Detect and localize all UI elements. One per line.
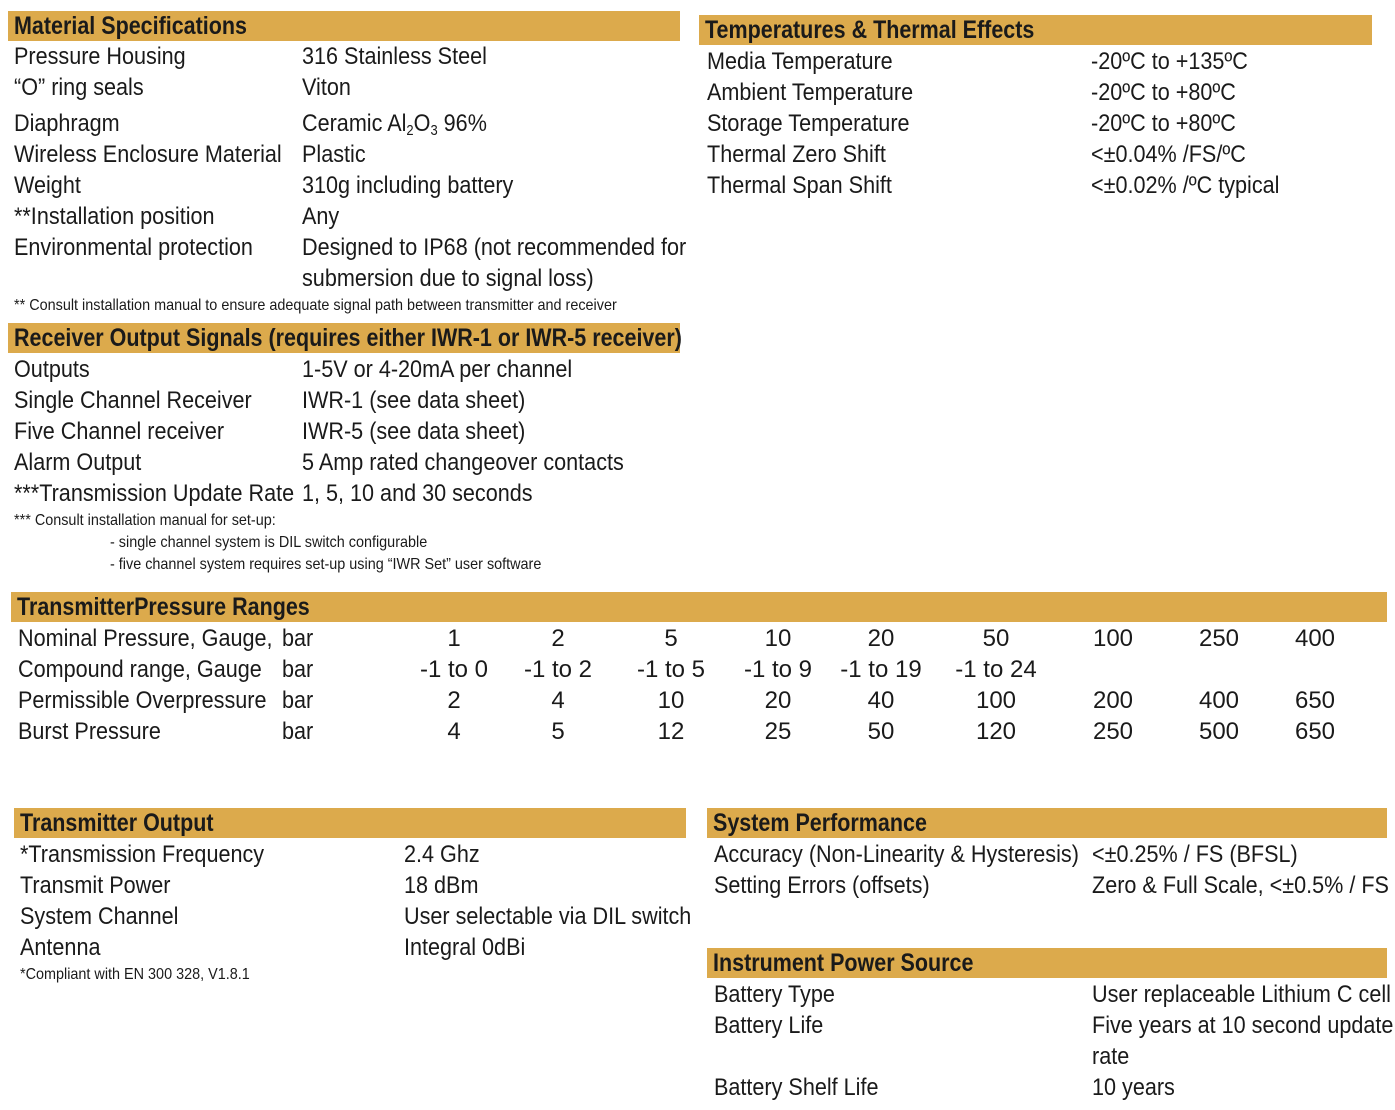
range-cell: 2 (551, 625, 565, 652)
spec-label: Thermal Zero Shift (707, 141, 886, 168)
spec-value: -20ºC to +135ºC (1091, 48, 1248, 75)
range-cell: -1 to 19 (840, 656, 922, 683)
range-cell: 100 (1092, 625, 1134, 652)
spec-label: **Installation position (14, 203, 215, 230)
table-row (714, 839, 1387, 870)
temperatures-section (699, 15, 1372, 201)
table-row (14, 416, 680, 447)
spec-label: Antenna (20, 934, 101, 961)
spec-value: Zero & Full Scale, <±0.5% / FS (1092, 872, 1389, 899)
spec-value: User replaceable Lithium C cell (1092, 981, 1391, 1008)
range-cell: -1 to 5 (636, 656, 706, 683)
table-row (18, 623, 1387, 654)
pressure-ranges-header: TransmitterPressure Ranges (11, 592, 1387, 622)
material-specifications-section (8, 11, 687, 317)
power-source-section (707, 948, 1394, 1103)
range-cell: 400 (1198, 687, 1240, 714)
range-cell: -1 to 2 (523, 656, 593, 683)
table-row (14, 447, 680, 478)
system-performance-section (707, 808, 1387, 901)
range-unit: bar (282, 625, 314, 652)
table-row (707, 77, 1372, 108)
range-cell: 200 (1092, 687, 1134, 714)
receiver-footnote (14, 510, 680, 576)
table-row (14, 201, 680, 232)
spec-label: Environmental protection (14, 234, 253, 261)
spec-label: Battery Type (714, 981, 835, 1008)
table-row (14, 108, 680, 139)
range-unit: bar (282, 718, 314, 745)
table-row (707, 108, 1372, 139)
spec-label: Alarm Output (14, 449, 142, 476)
range-cell: 100 (975, 687, 1017, 714)
range-cell: -1 to 0 (419, 656, 489, 683)
range-cell: 50 (982, 625, 1010, 652)
range-cell: 10 (657, 687, 685, 714)
table-row (707, 139, 1372, 170)
range-cell: 5 (551, 718, 565, 745)
spec-label: Ambient Temperature (707, 79, 914, 106)
range-cell: 500 (1198, 718, 1240, 745)
spec-value: 18 dBm (404, 872, 479, 899)
spec-value: Viton (302, 74, 351, 101)
spec-value: 2.4 Ghz (404, 841, 480, 868)
range-cell: 4 (551, 687, 565, 714)
spec-label: Thermal Span Shift (707, 172, 892, 199)
spec-value: <±0.25% / FS (BFSL) (1092, 841, 1298, 868)
table-row (714, 979, 1391, 1010)
receiver-output-table (14, 354, 680, 509)
spec-value: User selectable via DIL switch (404, 903, 692, 930)
table-row (14, 478, 680, 509)
spec-value: 1, 5, 10 and 30 seconds (302, 480, 533, 507)
spec-label: Single Channel Receiver (14, 387, 252, 414)
table-row (20, 839, 686, 870)
material-specifications-header: Material Specifications (8, 11, 680, 41)
spec-value: IWR-5 (see data sheet) (302, 418, 526, 445)
spec-value: Ceramic $Al_2O_3$ 96% (302, 110, 487, 139)
table-row (18, 685, 1387, 716)
range-cell: 20 (867, 625, 895, 652)
table-row (714, 1010, 1394, 1041)
spec-label: “O” ring seals (14, 74, 144, 101)
range-cell: -1 to 9 (743, 656, 813, 683)
range-cell: 25 (764, 718, 792, 745)
spec-value: Any (302, 203, 340, 230)
spec-label: Pressure Housing (14, 43, 186, 70)
range-cell: 10 (764, 625, 792, 652)
table-row (14, 170, 680, 201)
table-row (14, 232, 687, 263)
spec-value: 1-5V or 4-20mA per channel (302, 356, 573, 383)
table-row (18, 716, 1387, 747)
range-label: Nominal Pressure, Gauge, (18, 625, 273, 652)
spec-value: Plastic (302, 141, 366, 168)
power-source-table (714, 979, 1394, 1103)
spec-value: 10 years (1092, 1074, 1175, 1101)
spec-value-continued: submersion due to signal loss) (302, 265, 594, 292)
installation-footnote: ** Consult installation manual to ensure adequate signal path between transmitter and receiver (14, 297, 617, 314)
table-row-continuation (714, 1041, 1387, 1072)
spec-label: Battery Life (714, 1012, 824, 1039)
spec-label: Setting Errors (offsets) (714, 872, 930, 899)
table-row (14, 72, 680, 103)
spec-label: Battery Shelf Life (714, 1074, 879, 1101)
spec-label: Weight (14, 172, 81, 199)
range-cell: 250 (1198, 625, 1240, 652)
range-cell: 250 (1092, 718, 1134, 745)
spec-value: -20ºC to +80ºC (1091, 79, 1236, 106)
temperatures-header: Temperatures & Thermal Effects (699, 15, 1372, 45)
receiver-note-item: - single channel system is DIL switch configurable (110, 534, 428, 551)
range-cell: 4 (447, 718, 461, 745)
table-row (20, 932, 686, 963)
range-cell: 1 (447, 625, 461, 652)
pressure-ranges-table (18, 623, 1387, 747)
range-cell: 400 (1294, 625, 1336, 652)
table-row (20, 901, 692, 932)
material-specifications-table (14, 41, 687, 294)
range-cell: 5 (664, 625, 678, 652)
spec-label: ***Transmission Update Rate (14, 480, 295, 507)
spec-value: 310g including battery (302, 172, 514, 199)
receiver-output-header: Receiver Output Signals (requires either IWR-1 or IWR-5 receiver) (8, 323, 680, 353)
spec-value: Designed to IP68 (not recommended for (302, 234, 687, 261)
range-unit: bar (282, 656, 314, 683)
spec-value: -20ºC to +80ºC (1091, 110, 1236, 137)
pressure-ranges-section (11, 592, 1387, 747)
spec-value: <±0.04% /FS/ºC (1091, 141, 1246, 168)
spec-value: IWR-1 (see data sheet) (302, 387, 526, 414)
range-cell: 2 (447, 687, 461, 714)
range-cell: 650 (1294, 687, 1336, 714)
spec-label: Media Temperature (707, 48, 893, 75)
range-cell: 12 (657, 718, 685, 745)
spec-value: <±0.02% /ºC typical (1091, 172, 1280, 199)
receiver-output-section (8, 323, 680, 576)
compliance-footnote: *Compliant with EN 300 328, V1.8.1 (20, 966, 250, 983)
table-row (14, 385, 680, 416)
range-cell: 20 (764, 687, 792, 714)
table-row (714, 1072, 1387, 1103)
power-source-header: Instrument Power Source (707, 948, 1387, 978)
spec-value: 316 Stainless Steel (302, 43, 487, 70)
table-row (14, 354, 680, 385)
table-row (707, 170, 1372, 201)
range-unit: bar (282, 687, 314, 714)
range-cell: 650 (1294, 718, 1336, 745)
range-cell: 50 (867, 718, 895, 745)
spec-label: Accuracy (Non-Linearity & Hysteresis) (714, 841, 1079, 868)
table-row (14, 41, 680, 72)
table-row (707, 46, 1372, 77)
table-row (714, 870, 1387, 901)
spec-label: Storage Temperature (707, 110, 910, 137)
table-row (18, 654, 1387, 685)
spec-label: Outputs (14, 356, 90, 383)
transmitter-output-section (14, 808, 692, 986)
transmitter-output-header: Transmitter Output (14, 808, 686, 838)
spec-label: Wireless Enclosure Material (14, 141, 282, 168)
spec-value: Integral 0dBi (404, 934, 526, 961)
system-performance-header: System Performance (707, 808, 1387, 838)
spec-label: Transmit Power (20, 872, 171, 899)
spec-label: *Transmission Frequency (20, 841, 265, 868)
table-row-continuation (14, 263, 680, 294)
range-label: Permissible Overpressure (18, 687, 267, 714)
spec-value-continued: rate (1092, 1043, 1130, 1070)
range-cell: 120 (975, 718, 1017, 745)
system-performance-table (714, 839, 1387, 901)
transmitter-output-table (20, 839, 692, 963)
spec-label: System Channel (20, 903, 179, 930)
receiver-note-item: - five channel system requires set-up using “IWR Set” user software (110, 556, 542, 573)
table-row (14, 139, 680, 170)
spec-label: Five Channel receiver (14, 418, 225, 445)
spec-value: Five years at 10 second update (1092, 1012, 1394, 1039)
range-cell: 40 (867, 687, 895, 714)
spec-value: 5 Amp rated changeover contacts (302, 449, 624, 476)
range-label: Compound range, Gauge (18, 656, 262, 683)
receiver-note-heading: *** Consult installation manual for set-up: (14, 512, 276, 529)
spec-label: Diaphragm (14, 110, 120, 137)
range-label: Burst Pressure (18, 718, 161, 745)
table-row (20, 870, 686, 901)
temperatures-table (707, 46, 1372, 201)
range-cell: -1 to 24 (955, 656, 1037, 683)
